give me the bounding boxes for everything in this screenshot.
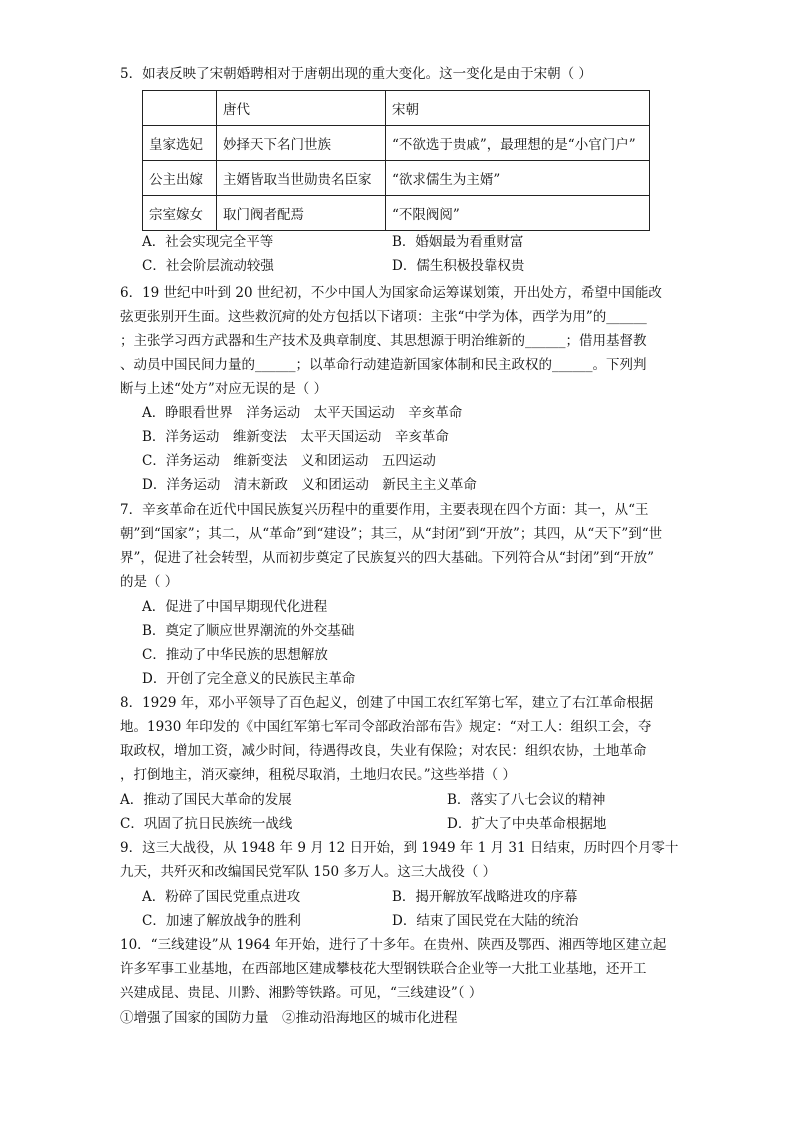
table-cell: “不欲选于贵戚”，最理想的是“小官门户” xyxy=(386,126,650,161)
question-8-option-c[interactable]: C．巩固了抗日民族统一战线 xyxy=(120,816,293,832)
question-7-text-line: 的是（ ） xyxy=(120,574,179,590)
question-10-text-line: 10．“三线建设”从 1964 年开始，进行了十多年。在贵州、陕西及鄂西、湘西等地区建立起 xyxy=(120,937,667,953)
question-5-option-c[interactable]: C．社会阶层流动较强 xyxy=(142,258,274,274)
question-8-text-line: 取政权，增加工资，减少时间，待遇得改良，失业有保险；对农民：组织农协，土地革命 xyxy=(120,743,647,759)
question-9-text-line: 九天，共歼灭和改编国民党军队 150 多万人。这三大战役（ ） xyxy=(120,864,497,880)
question-5-table xyxy=(142,90,650,231)
question-7-text-line: 7．辛亥革命在近代中国民族复兴历程中的重要作用，主要表现在四个方面：其一，从“王 xyxy=(120,502,649,518)
question-8-option-d[interactable]: D．扩大了中央革命根据地 xyxy=(447,816,607,832)
question-10-text-line: 许多军事工业基地，在西部地区建成攀枝花大型钢铁联合企业等一大批工业基地，还开工 xyxy=(120,961,647,977)
question-8-text-line: 地。1930 年印发的《中国红军第七军司令部政治部布告》规定：“对工人：组织工会，夺 xyxy=(120,719,652,735)
question-8-option-a[interactable]: A．推动了国民大革命的发展 xyxy=(120,792,292,808)
question-7-option-a[interactable]: A．促进了中国早期现代化进程 xyxy=(142,599,328,615)
table-cell: 妙择天下名门世族 xyxy=(217,126,386,161)
question-6-option-a[interactable]: A．睁眼看世界 洋务运动 太平天国运动 辛亥革命 xyxy=(142,405,463,421)
table-row xyxy=(143,196,650,231)
question-5-option-d[interactable]: D．儒生积极投靠权贵 xyxy=(392,258,525,274)
question-9-option-d[interactable]: D．结束了国民党在大陆的统治 xyxy=(392,913,579,929)
question-5-option-b[interactable]: B．婚姻最为看重财富 xyxy=(392,234,524,250)
question-6-option-d[interactable]: D．洋务运动 清末新政 义和团运动 新民主主义革命 xyxy=(142,477,477,493)
question-9-option-c[interactable]: C．加速了解放战争的胜利 xyxy=(142,913,301,929)
table-cell: 公主出嫁 xyxy=(143,161,217,196)
table-cell xyxy=(143,91,217,126)
question-9-text-line: 9．这三大战役，从 1948 年 9 月 12 日开始，到 1949 年 1 月 31 日结束，历时四个月零十 xyxy=(120,840,679,856)
table-row xyxy=(143,126,650,161)
table-row xyxy=(143,91,650,126)
table-cell: 主婿皆取当世勋贵名臣家 xyxy=(217,161,386,196)
question-6-text-line: 、动员中国民间力量的______；以革命行动建造新国家体制和民主政权的______。下列判 xyxy=(120,357,647,373)
question-7-option-d[interactable]: D．开创了完全意义的民族民主革命 xyxy=(142,671,356,687)
question-7-option-b[interactable]: B．奠定了顺应世界潮流的外交基础 xyxy=(142,623,355,639)
table-cell: 宋朝 xyxy=(386,91,650,126)
table-cell: 宗室嫁女 xyxy=(143,196,217,231)
table-cell: 唐代 xyxy=(217,91,386,126)
question-6-text-line: 6．19 世纪中叶到 20 世纪初，不少中国人为国家命运筹谋划策，开出处方，希望中国能改 xyxy=(120,285,662,301)
question-6-text-line: ；主张学习西方武器和生产技术及典章制度、其思想源于明治维新的______；借用基督教 xyxy=(120,333,647,349)
question-10-text-line: 兴建成昆、贵昆、川黔、湘黔等铁路。可见，“三线建设”（ ） xyxy=(120,985,483,1001)
question-9-option-b[interactable]: B．揭开解放军战略进攻的序幕 xyxy=(392,889,578,905)
question-8-text-line: ，打倒地主，消灭豪绅，租税尽取消，土地归农民。”这些举措（ ） xyxy=(120,767,516,783)
question-7-text-line: 界”，促进了社会转型，从而初步奠定了民族复兴的四大基础。下列符合从“封闭”到“开放” xyxy=(120,550,655,566)
table-cell: 取门阀者配焉 xyxy=(217,196,386,231)
question-5-option-a[interactable]: A．社会实现完全平等 xyxy=(142,234,274,250)
table-cell: 皇家选妃 xyxy=(143,126,217,161)
question-8-text-line: 8．1929 年，邓小平领导了百色起义，创建了中国工农红军第七军，建立了右江革命根据 xyxy=(120,695,654,711)
question-6-option-c[interactable]: C．洋务运动 维新变法 义和团运动 五四运动 xyxy=(142,453,436,469)
question-5-stem: 5．如表反映了宋朝婚聘相对于唐朝出现的重大变化。这一变化是由于宋朝（ ） xyxy=(120,66,592,82)
question-9-option-a[interactable]: A．粉碎了国民党重点进攻 xyxy=(142,889,301,905)
question-6-text-line: 断与上述“处方”对应无误的是（ ） xyxy=(120,381,328,397)
question-7-option-c[interactable]: C．推动了中华民族的思想解放 xyxy=(142,647,328,663)
question-6-text-line: 弦更张别开生面。这些救沉疴的处方包括以下诸项：主张“中学为体，西学为用”的______ xyxy=(120,309,647,325)
question-6-option-b[interactable]: B．洋务运动 维新变法 太平天国运动 辛亥革命 xyxy=(142,429,449,445)
table-cell: “不限阀阅” xyxy=(386,196,650,231)
table-row xyxy=(143,161,650,196)
question-8-option-b[interactable]: B．落实了八七会议的精神 xyxy=(447,792,606,808)
question-10-item-line: ①增强了国家的国防力量 ②推动沿海地区的城市化进程 xyxy=(120,1010,458,1026)
table-cell: “欲求儒生为主婿” xyxy=(386,161,650,196)
question-7-text-line: 朝”到“国家”；其二，从“革命”到“建设”；其三，从“封闭”到“开放”；其四，从“天下”到“世 xyxy=(120,526,663,542)
